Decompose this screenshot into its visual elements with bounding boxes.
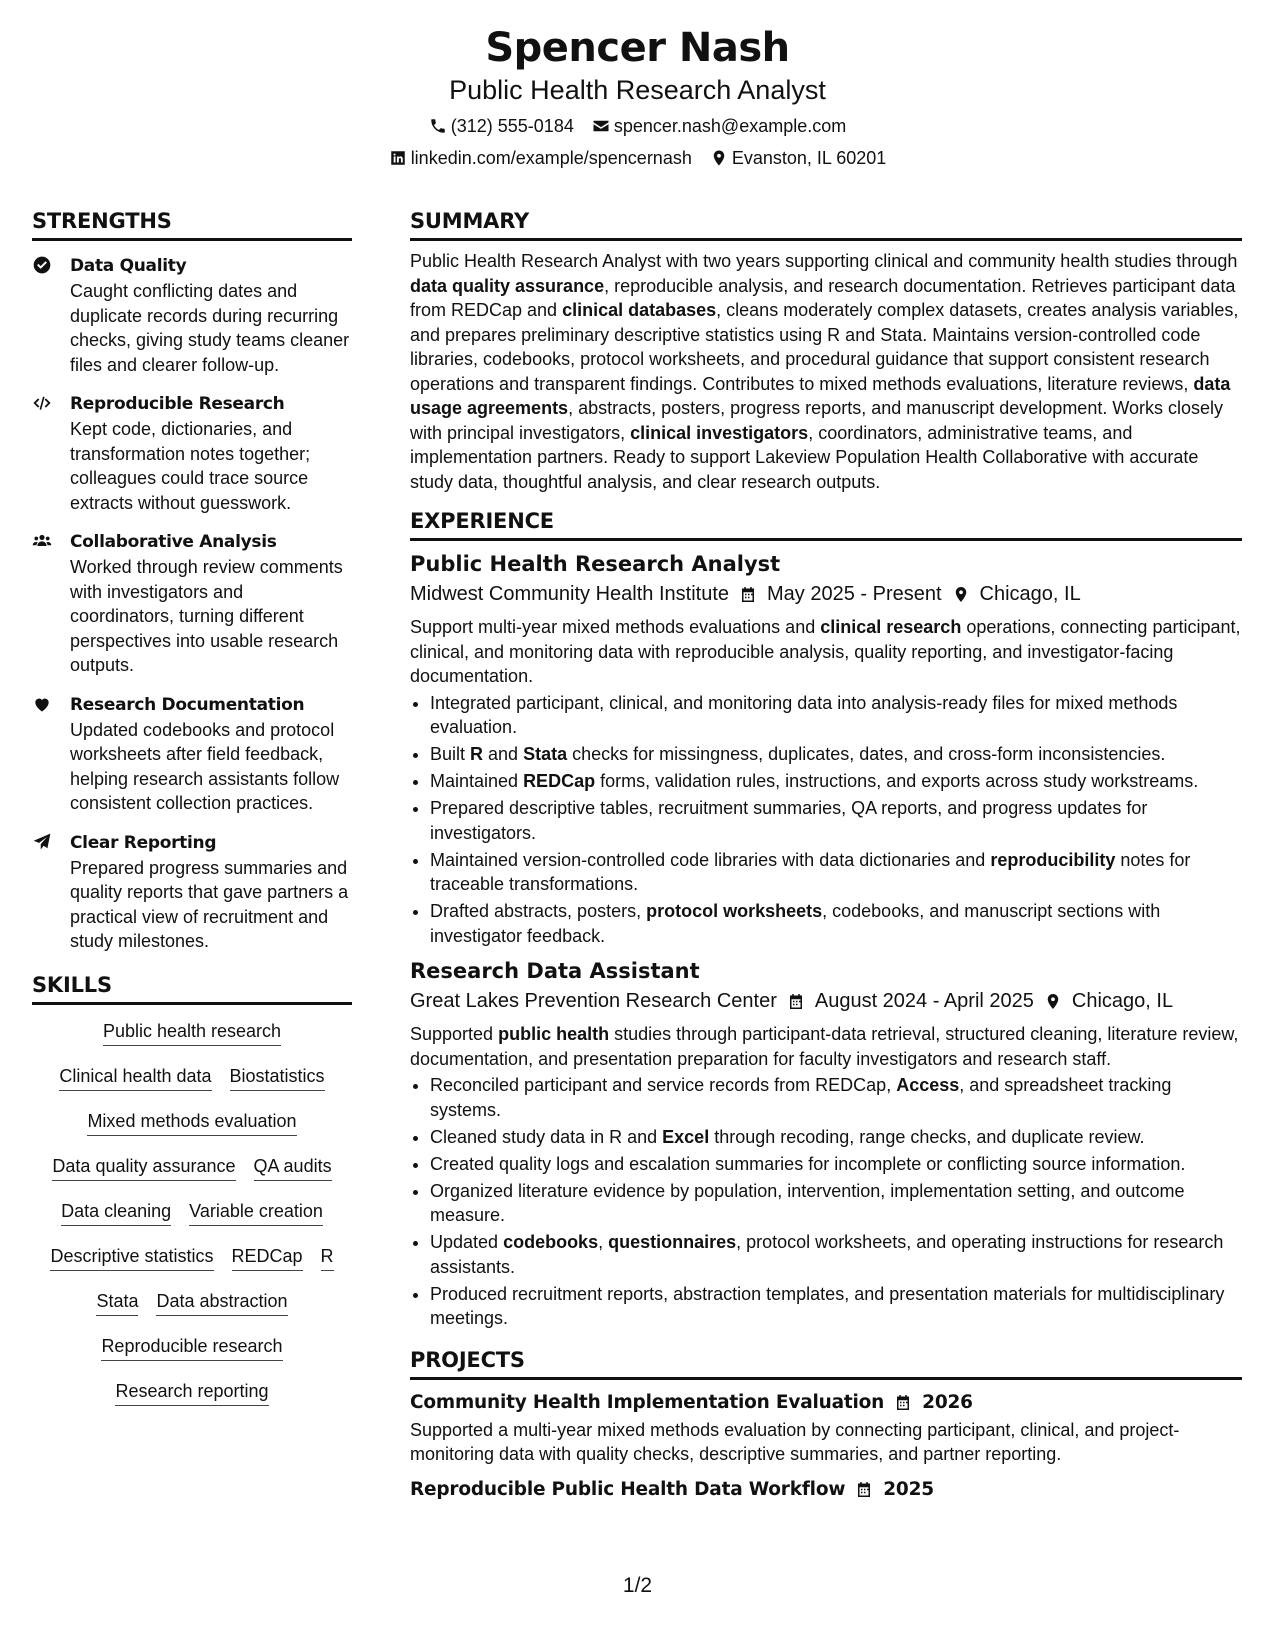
bullet-item bbox=[430, 1179, 1242, 1228]
projects-section bbox=[410, 1347, 1242, 1503]
bold-text: reproducibility bbox=[990, 849, 1116, 870]
bullet-item bbox=[430, 1152, 1242, 1177]
text-span: through recoding, range checks, and duplicate review. bbox=[709, 1126, 1145, 1147]
skill-tag: Clinical health data bbox=[59, 1064, 211, 1091]
phone-text: (312) 555-0184 bbox=[450, 116, 574, 136]
skill-tag: R bbox=[321, 1244, 334, 1271]
job-title: Public Health Research Analyst bbox=[410, 552, 781, 576]
skill-row bbox=[32, 1154, 352, 1199]
linkedin-icon bbox=[389, 149, 407, 167]
text-span: , cleans moderately complex datasets, creates analysis variables, and prepares preliminary descriptive statistics using R and Stata. Maintains version-controlled code libraries, codebooks, protocol worksheets, and procedural guidance that support consistent research operations and transparent findings. Contributes to mixed methods evaluations, literature reviews, bbox=[410, 300, 1239, 394]
text-span: Supported bbox=[410, 1024, 499, 1044]
text-span: checks for missingness, duplicates, dates, and cross-form inconsistencies. bbox=[567, 744, 1166, 764]
skill-tag: REDCap bbox=[232, 1244, 303, 1271]
job-entry bbox=[410, 549, 1242, 948]
contact-row-2 bbox=[0, 147, 1275, 169]
bullet-item bbox=[430, 1073, 1242, 1122]
map-pin-icon bbox=[1044, 992, 1062, 1010]
skill-tag: Data cleaning bbox=[61, 1199, 171, 1226]
strength-item bbox=[32, 391, 352, 515]
bullet-item bbox=[430, 742, 1242, 767]
bold-text: REDCap bbox=[523, 771, 596, 791]
linkedin-text[interactable]: linkedin.com/example/spencernash bbox=[410, 148, 692, 168]
skill-row bbox=[32, 1289, 352, 1334]
bullet-item bbox=[430, 899, 1242, 948]
bold-text: R bbox=[470, 744, 484, 764]
summary-text bbox=[410, 249, 1242, 494]
candidate-name: Spencer Nash bbox=[485, 25, 790, 71]
bold-text: questionnaires bbox=[608, 1232, 737, 1252]
text-span: , bbox=[598, 1232, 609, 1252]
resume-header bbox=[0, 22, 1275, 169]
bold-text: clinical databases bbox=[562, 300, 717, 320]
strength-title: Reproducible Research bbox=[70, 394, 285, 414]
skill-tag: Mixed methods evaluation bbox=[87, 1109, 296, 1136]
contact-row-1 bbox=[0, 115, 1275, 137]
skills-section bbox=[32, 972, 352, 1424]
text-span: Organized literature evidence by population, intervention, implementation setting, and outcome measure. bbox=[430, 1180, 1185, 1225]
skills-heading: SKILLS bbox=[32, 972, 352, 1005]
heart-icon bbox=[32, 692, 70, 816]
text-span: , reproducible analysis, and research documentation. Retrieves participant data from REDCap and bbox=[410, 275, 1236, 320]
job-bullets bbox=[410, 691, 1242, 949]
skill-tag: QA audits bbox=[254, 1154, 332, 1181]
map-pin-icon bbox=[952, 585, 970, 603]
text-span: , codebooks, and manuscript sections with investigator feedback. bbox=[430, 901, 1161, 946]
job-location: Chicago, IL bbox=[1071, 990, 1174, 1012]
strength-desc: Updated codebooks and protocol worksheets after field feedback, helping research assistants follow consistent collection practices. bbox=[70, 719, 340, 813]
text-span: Created quality logs and escalation summaries for incomplete or conflicting source information. bbox=[430, 1153, 1186, 1174]
email-item[interactable] bbox=[592, 115, 846, 137]
job-entry bbox=[410, 956, 1242, 1331]
skill-tag: Descriptive statistics bbox=[50, 1244, 213, 1271]
bullet-item bbox=[430, 1230, 1242, 1279]
job-bullets bbox=[410, 1073, 1242, 1331]
location-item bbox=[710, 147, 886, 169]
text-span: studies through participant-data retrieval, structured cleaning, literature review, documentation, and presentation preparation for faculty investigators and research staff. bbox=[410, 1024, 1239, 1069]
projects-heading: PROJECTS bbox=[410, 1347, 1242, 1380]
bold-text: protocol worksheets bbox=[646, 901, 823, 921]
project-title-row bbox=[410, 1390, 1242, 1416]
strength-title: Clear Reporting bbox=[70, 832, 217, 853]
text-span: and bbox=[483, 744, 524, 764]
job-org: Midwest Community Health Institute bbox=[410, 583, 730, 605]
job-description bbox=[410, 615, 1242, 689]
bold-text: data quality assurance bbox=[410, 275, 605, 296]
text-span: , and spreadsheet tracking systems. bbox=[430, 1075, 1172, 1120]
skill-tag: Variable creation bbox=[189, 1199, 323, 1226]
strength-item bbox=[32, 692, 352, 816]
candidate-title: Public Health Research Analyst bbox=[449, 75, 826, 105]
bold-text: Access bbox=[896, 1075, 960, 1095]
job-meta bbox=[410, 579, 1242, 609]
left-column bbox=[32, 208, 352, 1424]
text-span: , coordinators, administrative teams, and implementation partners. Ready to support Lakeview Population Health Collaborative with accurate study data, thoughtful analysis, and clear research outputs. bbox=[410, 422, 1199, 492]
text-span: Maintained bbox=[430, 771, 524, 791]
strength-desc: Kept code, dictionaries, and transformation notes together; colleagues could trace source extracts without guesswork. bbox=[70, 419, 311, 513]
skill-tag: Stata bbox=[96, 1289, 138, 1316]
job-meta bbox=[410, 986, 1242, 1016]
skill-tag: Research reporting bbox=[115, 1379, 268, 1406]
project-title: Community Health Implementation Evaluation bbox=[410, 1391, 885, 1413]
strength-desc: Prepared progress summaries and quality reports that gave partners a practical view of recruitment and study milestones. bbox=[70, 857, 349, 951]
text-span: , protocol worksheets, and operating instructions for research assistants. bbox=[430, 1232, 1224, 1277]
bullet-item bbox=[430, 848, 1242, 897]
strength-title: Collaborative Analysis bbox=[70, 532, 277, 552]
paper-plane-icon bbox=[32, 830, 70, 954]
text-span: Built bbox=[430, 744, 471, 764]
email-text[interactable]: spencer.nash@example.com bbox=[613, 116, 847, 136]
strength-item bbox=[32, 830, 352, 954]
right-column bbox=[410, 208, 1242, 1503]
strength-item bbox=[32, 253, 352, 377]
text-span: forms, validation rules, instructions, and exports across study workstreams. bbox=[595, 771, 1199, 791]
text-span: Maintained version-controlled code libraries with data dictionaries and bbox=[430, 849, 991, 870]
calendar-icon bbox=[855, 1481, 873, 1499]
text-span: Integrated participant, clinical, and monitoring data into analysis-ready files for mixed methods evaluation. bbox=[430, 692, 1178, 737]
skill-row bbox=[32, 1019, 352, 1064]
calendar-icon bbox=[739, 585, 757, 603]
job-location: Chicago, IL bbox=[979, 583, 1081, 605]
text-span: operations, connecting participant, clinical, and monitoring data with reproducible analysis, quality reporting, and investigator-facing documentation. bbox=[410, 617, 1241, 686]
strength-desc: Caught conflicting dates and duplicate records during recurring checks, giving study teams cleaner files and clearer follow-up. bbox=[70, 281, 350, 375]
bullet-item bbox=[430, 769, 1242, 794]
strength-desc: Worked through review comments with investigators and coordinators, turning different perspectives into usable research outputs. bbox=[70, 557, 343, 675]
bold-text: data usage agreements bbox=[410, 373, 1231, 418]
text-span: Cleaned study data in R and bbox=[430, 1126, 663, 1147]
skill-row bbox=[32, 1379, 352, 1424]
bullet-item bbox=[430, 1282, 1242, 1331]
users-icon bbox=[32, 529, 70, 678]
strength-item bbox=[32, 529, 352, 678]
skill-row bbox=[32, 1109, 352, 1154]
envelope-icon bbox=[592, 117, 610, 135]
page-number: 1/2 bbox=[622, 1574, 653, 1597]
summary-heading: SUMMARY bbox=[410, 208, 1242, 241]
project-title-row bbox=[410, 1477, 1242, 1503]
skill-tag: Public health research bbox=[103, 1019, 281, 1046]
bullet-item bbox=[430, 796, 1242, 845]
skill-tag: Data quality assurance bbox=[52, 1154, 235, 1181]
job-org: Great Lakes Prevention Research Center bbox=[410, 990, 777, 1012]
text-span: notes for traceable transformations. bbox=[430, 849, 1191, 894]
project-year: 2025 bbox=[883, 1478, 934, 1500]
text-span: Public Health Research Analyst with two years supporting clinical and community health studies through bbox=[410, 251, 1238, 271]
experience-section bbox=[410, 508, 1242, 1331]
text-span: Drafted abstracts, posters, bbox=[430, 901, 647, 921]
check-circle-icon bbox=[32, 253, 70, 377]
phone-item bbox=[429, 115, 574, 137]
skill-row bbox=[32, 1244, 352, 1289]
bullet-item bbox=[430, 691, 1242, 740]
text-span: Support multi-year mixed methods evaluations and bbox=[410, 617, 821, 637]
bold-text: codebooks bbox=[503, 1232, 599, 1252]
bullet-item bbox=[430, 1125, 1242, 1150]
strength-title: Data Quality bbox=[70, 256, 187, 276]
skill-row bbox=[32, 1334, 352, 1379]
skill-tag: Data abstraction bbox=[156, 1289, 287, 1316]
linkedin-item[interactable] bbox=[389, 147, 692, 169]
bold-text: Excel bbox=[662, 1126, 710, 1147]
text-span: , abstracts, posters, progress reports, and manuscript development. Works closely with principal investigators, bbox=[410, 398, 1224, 443]
bold-text: public health bbox=[498, 1024, 610, 1044]
skill-tag: Reproducible research bbox=[101, 1334, 282, 1361]
bold-text: Stata bbox=[523, 744, 568, 764]
map-pin-icon bbox=[710, 149, 728, 167]
job-dates: August 2024 - April 2025 bbox=[814, 990, 1034, 1012]
skill-row bbox=[32, 1064, 352, 1109]
code-icon bbox=[32, 391, 70, 515]
calendar-icon bbox=[894, 1394, 912, 1412]
bold-text: clinical investigators bbox=[630, 422, 809, 443]
job-title: Research Data Assistant bbox=[410, 959, 700, 983]
project-title: Reproducible Public Health Data Workflow bbox=[410, 1478, 846, 1500]
text-span: Updated bbox=[430, 1232, 504, 1252]
skill-row bbox=[32, 1199, 352, 1244]
skill-tag: Biostatistics bbox=[230, 1064, 325, 1091]
text-span: Prepared descriptive tables, recruitment summaries, QA reports, and progress updates for investigators. bbox=[430, 798, 1148, 843]
phone-icon bbox=[429, 117, 447, 135]
calendar-icon bbox=[787, 992, 805, 1010]
strengths-list bbox=[32, 253, 352, 954]
location-text: Evanston, IL 60201 bbox=[731, 148, 887, 168]
experience-heading: EXPERIENCE bbox=[410, 508, 1242, 541]
text-span: Reconciled participant and service records from REDCap, bbox=[430, 1075, 897, 1095]
strengths-heading: STRENGTHS bbox=[32, 208, 352, 241]
project-desc: Supported a multi-year mixed methods evaluation by connecting participant, clinical, and project-monitoring data with quality checks, descriptive summaries, and partner reporting. bbox=[410, 1419, 1180, 1464]
job-dates: May 2025 - Present bbox=[767, 583, 942, 605]
skills-list bbox=[32, 1019, 352, 1424]
job-description bbox=[410, 1022, 1242, 1071]
strength-title: Research Documentation bbox=[70, 694, 305, 715]
project-year: 2026 bbox=[922, 1391, 973, 1413]
bold-text: clinical research bbox=[820, 617, 962, 637]
text-span: Produced recruitment reports, abstraction templates, and presentation materials for multidisciplinary meetings. bbox=[430, 1283, 1225, 1328]
